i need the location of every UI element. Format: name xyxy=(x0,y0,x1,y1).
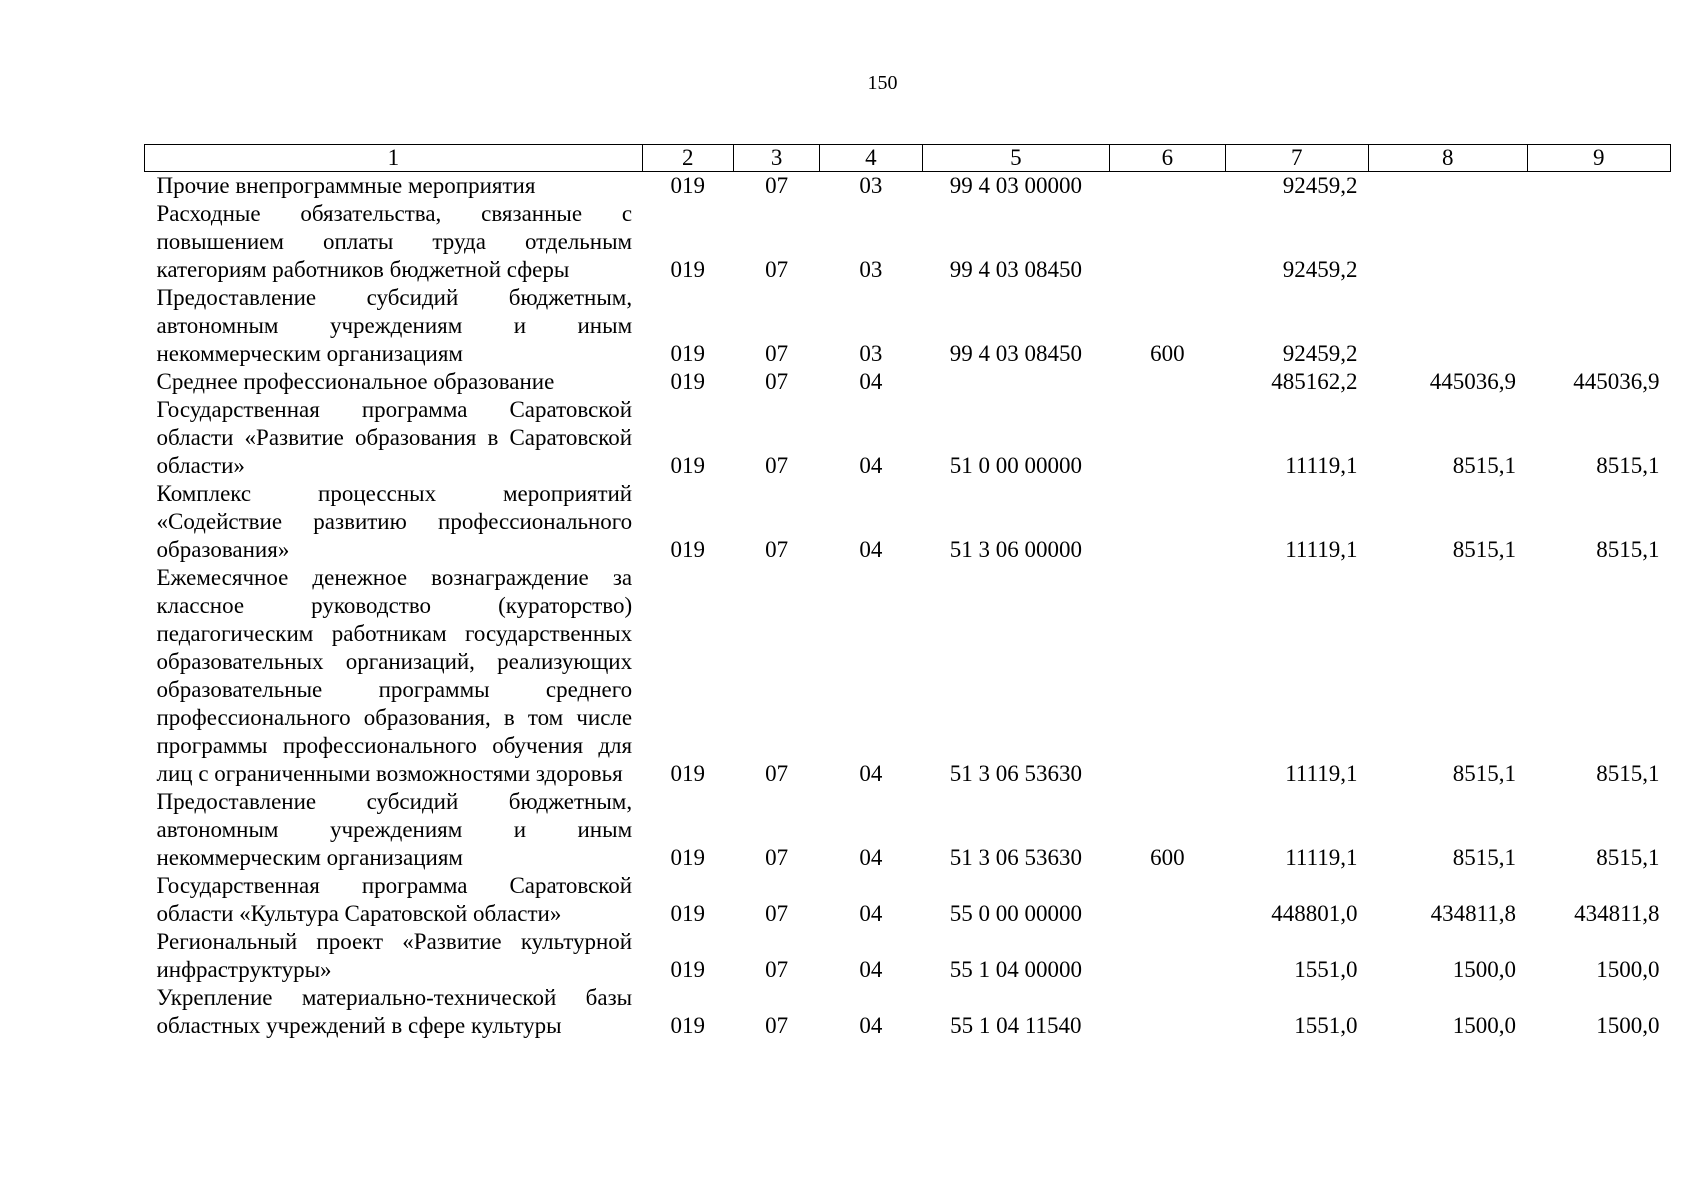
section-code: 07 xyxy=(765,453,789,478)
amount-col-8 xyxy=(1368,200,1527,284)
table-row xyxy=(145,172,1671,201)
expense-type-code xyxy=(1110,984,1225,1040)
ministry-code: 019 xyxy=(670,173,706,198)
amount-col-7: 1551,0 xyxy=(1294,957,1358,982)
row-description: Комплекс процессных мероприятий «Содействие развитию профессионального образования» xyxy=(156,481,633,562)
row-description: Среднее профессиональное образование xyxy=(156,369,555,394)
expense-type-code: 600 xyxy=(1150,845,1185,870)
row-description: Предоставление субсидий бюджетным, автономным учреждениям и иным некоммерческим организациям xyxy=(156,789,633,870)
table-body xyxy=(145,172,1671,1041)
section-code: 07 xyxy=(765,1013,789,1038)
ministry-code: 019 xyxy=(670,901,706,926)
amount-col-9: 1500,0 xyxy=(1596,957,1660,982)
section-code: 07 xyxy=(765,341,789,366)
amount-col-8 xyxy=(1368,172,1527,201)
budget-table xyxy=(144,144,1671,1040)
section-code: 07 xyxy=(765,369,789,394)
section-code: 07 xyxy=(765,901,789,926)
amount-col-7: 92459,2 xyxy=(1282,173,1358,198)
row-description: Расходные обязательства, связанные с повышением оплаты труда отдельным категориям работников бюджетной сферы xyxy=(156,201,633,282)
table-row xyxy=(145,928,1671,984)
amount-col-9 xyxy=(1527,284,1671,368)
expense-type-code xyxy=(1110,368,1225,396)
table-row xyxy=(145,284,1671,368)
amount-col-7: 11119,1 xyxy=(1285,537,1358,562)
ministry-code: 019 xyxy=(670,369,706,394)
column-header: 5 xyxy=(922,145,1110,172)
target-article-code: 99 4 03 00000 xyxy=(949,173,1082,198)
amount-col-9: 1500,0 xyxy=(1596,1013,1660,1038)
subsection-code: 04 xyxy=(859,901,883,926)
expense-type-code xyxy=(1110,200,1225,284)
amount-col-8: 8515,1 xyxy=(1452,845,1516,870)
amount-col-9: 8515,1 xyxy=(1596,845,1660,870)
table-row xyxy=(145,984,1671,1040)
expense-type-code: 600 xyxy=(1150,341,1185,366)
target-article-code: 55 1 04 11540 xyxy=(950,1013,1082,1038)
amount-col-8: 8515,1 xyxy=(1452,537,1516,562)
target-article-code: 55 1 04 00000 xyxy=(949,957,1082,982)
amount-col-8: 445036,9 xyxy=(1429,369,1516,394)
amount-col-9: 8515,1 xyxy=(1596,537,1660,562)
amount-col-9: 445036,9 xyxy=(1573,369,1660,394)
ministry-code: 019 xyxy=(670,957,706,982)
section-code: 07 xyxy=(765,957,789,982)
target-article-code xyxy=(922,368,1110,396)
amount-col-7: 485162,2 xyxy=(1271,369,1358,394)
section-code: 07 xyxy=(765,845,789,870)
amount-col-7: 448801,0 xyxy=(1271,901,1358,926)
subsection-code: 04 xyxy=(859,845,883,870)
amount-col-7: 92459,2 xyxy=(1282,257,1358,282)
row-description: Укрепление материально-технической базы областных учреждений в сфере культуры xyxy=(156,985,633,1038)
page-number: 150 xyxy=(867,72,898,94)
table-row xyxy=(145,368,1671,396)
amount-col-8: 8515,1 xyxy=(1452,761,1516,786)
target-article-code: 99 4 03 08450 xyxy=(949,257,1082,282)
target-article-code: 51 3 06 53630 xyxy=(949,845,1082,870)
target-article-code: 51 0 00 00000 xyxy=(949,453,1082,478)
expense-type-code xyxy=(1110,564,1225,788)
ministry-code: 019 xyxy=(670,257,706,282)
amount-col-9: 8515,1 xyxy=(1596,761,1660,786)
expense-type-code xyxy=(1110,928,1225,984)
subsection-code: 04 xyxy=(859,957,883,982)
section-code: 07 xyxy=(765,761,789,786)
amount-col-9: 8515,1 xyxy=(1596,453,1660,478)
column-header: 1 xyxy=(145,145,643,172)
subsection-code: 04 xyxy=(859,761,883,786)
section-code: 07 xyxy=(765,257,789,282)
row-description: Ежемесячное денежное вознаграждение за классное руководство (кураторство) педагогическим работникам государственных образовательных организаций, реализующих образовательные программы среднего профессионального образования, в том числе программы профессионального обучения для лиц с ограниченными возможностями здоровья xyxy=(156,565,633,786)
column-header: 4 xyxy=(820,145,922,172)
row-description: Предоставление субсидий бюджетным, автономным учреждениям и иным некоммерческим организациям xyxy=(156,285,633,366)
amount-col-8: 1500,0 xyxy=(1452,1013,1516,1038)
amount-col-7: 92459,2 xyxy=(1282,341,1358,366)
row-description: Региональный проект «Развитие культурной инфраструктуры» xyxy=(156,929,633,982)
amount-col-8: 1500,0 xyxy=(1452,957,1516,982)
expense-type-code xyxy=(1110,480,1225,564)
table-row xyxy=(145,564,1671,788)
subsection-code: 04 xyxy=(859,369,883,394)
amount-col-9 xyxy=(1527,200,1671,284)
amount-col-8 xyxy=(1368,284,1527,368)
table-row xyxy=(145,788,1671,872)
amount-col-8: 8515,1 xyxy=(1452,453,1516,478)
ministry-code: 019 xyxy=(670,453,706,478)
section-code: 07 xyxy=(765,173,789,198)
target-article-code: 51 3 06 00000 xyxy=(949,537,1082,562)
ministry-code: 019 xyxy=(670,1013,706,1038)
amount-col-7: 11119,1 xyxy=(1285,761,1358,786)
ministry-code: 019 xyxy=(670,845,706,870)
subsection-code: 04 xyxy=(859,537,883,562)
amount-col-7: 11119,1 xyxy=(1285,845,1358,870)
amount-col-9: 434811,8 xyxy=(1574,901,1660,926)
row-description: Прочие внепрограммные мероприятия xyxy=(156,173,536,198)
amount-col-7: 1551,0 xyxy=(1294,1013,1358,1038)
subsection-code: 03 xyxy=(859,173,883,198)
expense-type-code xyxy=(1110,396,1225,480)
ministry-code: 019 xyxy=(670,761,706,786)
subsection-code: 04 xyxy=(859,453,883,478)
column-header: 3 xyxy=(733,145,819,172)
amount-col-9 xyxy=(1527,172,1671,201)
target-article-code: 51 3 06 53630 xyxy=(949,761,1082,786)
amount-col-8: 434811,8 xyxy=(1430,901,1516,926)
column-header: 7 xyxy=(1225,145,1368,172)
amount-col-7: 11119,1 xyxy=(1285,453,1358,478)
row-description: Государственная программа Саратовской области «Развитие образования в Саратовской области» xyxy=(156,397,633,478)
subsection-code: 04 xyxy=(859,1013,883,1038)
row-description: Государственная программа Саратовской области «Культура Саратовской области» xyxy=(156,873,633,926)
subsection-code: 03 xyxy=(859,257,883,282)
column-header: 6 xyxy=(1110,145,1225,172)
table-row xyxy=(145,200,1671,284)
expense-type-code xyxy=(1110,872,1225,928)
table-row xyxy=(145,480,1671,564)
column-header: 8 xyxy=(1368,145,1527,172)
target-article-code: 55 0 00 00000 xyxy=(949,901,1082,926)
ministry-code: 019 xyxy=(670,537,706,562)
table-row xyxy=(145,396,1671,480)
subsection-code: 03 xyxy=(859,341,883,366)
section-code: 07 xyxy=(765,537,789,562)
table-row xyxy=(145,872,1671,928)
ministry-code: 019 xyxy=(670,341,706,366)
target-article-code: 99 4 03 08450 xyxy=(949,341,1082,366)
column-number-row xyxy=(145,145,1671,172)
column-header: 9 xyxy=(1527,145,1671,172)
expense-type-code xyxy=(1110,172,1225,201)
column-header: 2 xyxy=(642,145,733,172)
